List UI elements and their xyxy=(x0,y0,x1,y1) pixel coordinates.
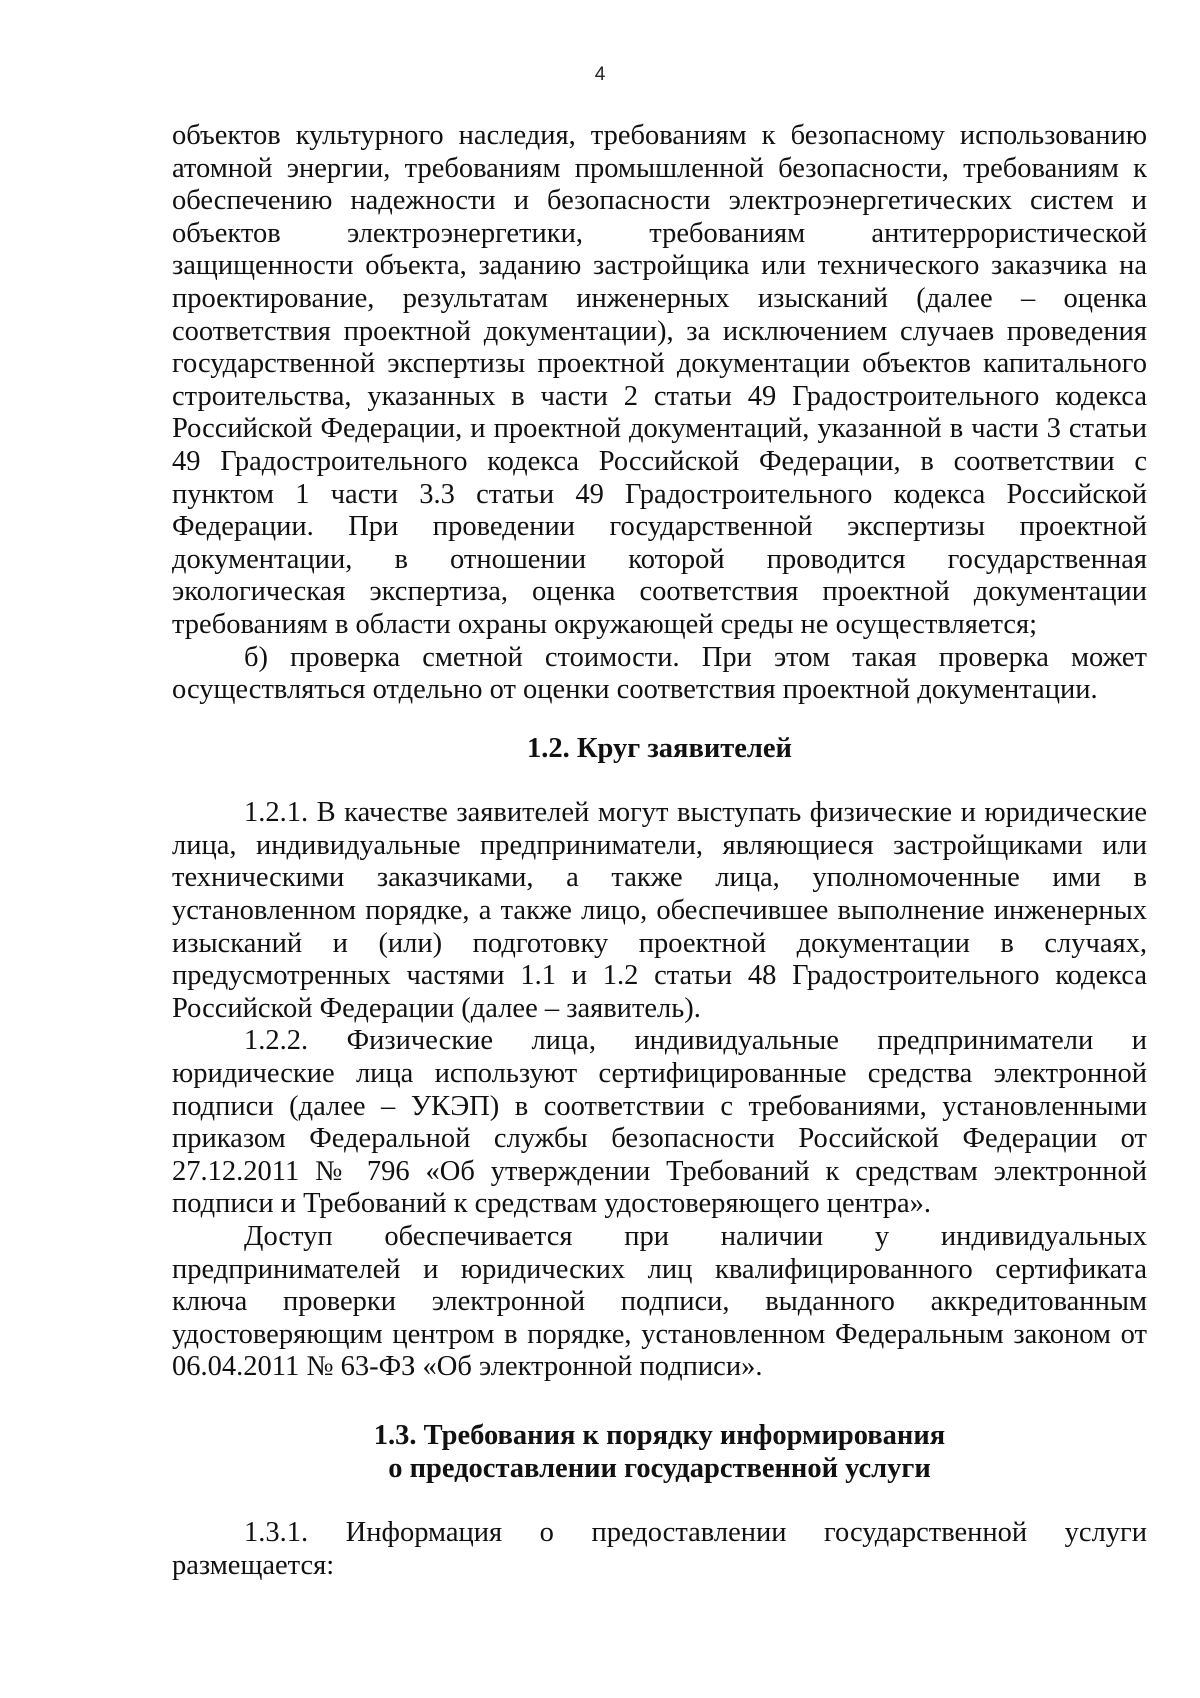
paragraph-1-3-1: 1.3.1. Информация о предоставлении государственной услуги размещается: xyxy=(172,1517,1147,1581)
page-number: 4 xyxy=(594,64,606,85)
section-heading-1-2: 1.2. Круг заявителей xyxy=(527,732,792,764)
paragraph-item-b: б) проверка сметной стоимости. При этом такая проверка может осуществляться отдельно от оценки соответствия проектной документации. xyxy=(172,641,1147,706)
paragraph-1-2-2: 1.2.2. Физические лица, индивидуальные предприниматели и юридические лица используют сертифицированные средства электронной подписи (далее – УКЭП) в соответствии с требованиями, установленными приказом Федеральной службы безопасности Российской Федерации от 27.12.2011 № 796 «Об утверждении Требований к средствам электронной подписи и Требований к средствам удостоверяющего центра». xyxy=(172,1025,1147,1220)
section-heading-1-3-line2: о предоставлении государственной услуги xyxy=(388,1452,931,1484)
paragraph-access: Доступ обеспечивается при наличии у индивидуальных предпринимателей и юридических лиц квалифицированного сертификата ключа проверки электронной подписи, выданного аккредитованным удостоверяющим центром в порядке, установленном Федеральным законом от 06.04.2011 № 63-ФЗ «Об электронной подписи». xyxy=(172,1221,1147,1383)
section-heading-1-3 xyxy=(172,1420,1147,1485)
paragraph-1-2-1: 1.2.1. В качестве заявителей могут выступать физические и юридические лица, индивидуальные предприниматели, являющиеся застройщиками или техническими заказчиками, а также лица, уполномоченные ими в установленном порядке, а также лицо, обеспечившее выполнение инженерных изысканий и (или) подготовку проектной документации в случаях, предусмотренных частями 1.1 и 1.2 статьи 48 Градостроительного кодекса Российской Федерации (далее – заявитель). xyxy=(172,797,1147,1024)
section-heading-1-3-line1: 1.3. Требования к порядку информирования xyxy=(373,1419,946,1451)
paragraph-continuation: объектов культурного наследия, требованиям к безопасному использованию атомной энергии, требованиям промышленной безопасности, требованиям к обеспечению надежности и безопасности электроэнергетических систем и объектов электроэнергетики, требованиям антитеррористической защищенности объекта, заданию застройщика или технического заказчика на проектирование, результатам инженерных изысканий (далее – оценка соответствия проектной документации), за исключением случаев проведения государственной экспертизы проектной документации объектов капитального строительства, указанных в части 2 статьи 49 Градостроительного кодекса Российской Федерации, и проектной документаций, указанной в части 3 статьи 49 Градостроительного кодекса Российской Федерации, в соответствии с пунктом 1 части 3.3 статьи 49 Градостроительного кодекса Российской Федерации. При проведении государственной экспертизы проектной документации, в отношении которой проводится государственная экологическая экспертиза, оценка соответствия проектной документации требованиям в области охраны окружающей среды не осуществляется; xyxy=(172,120,1147,640)
document-body xyxy=(172,120,1147,1582)
